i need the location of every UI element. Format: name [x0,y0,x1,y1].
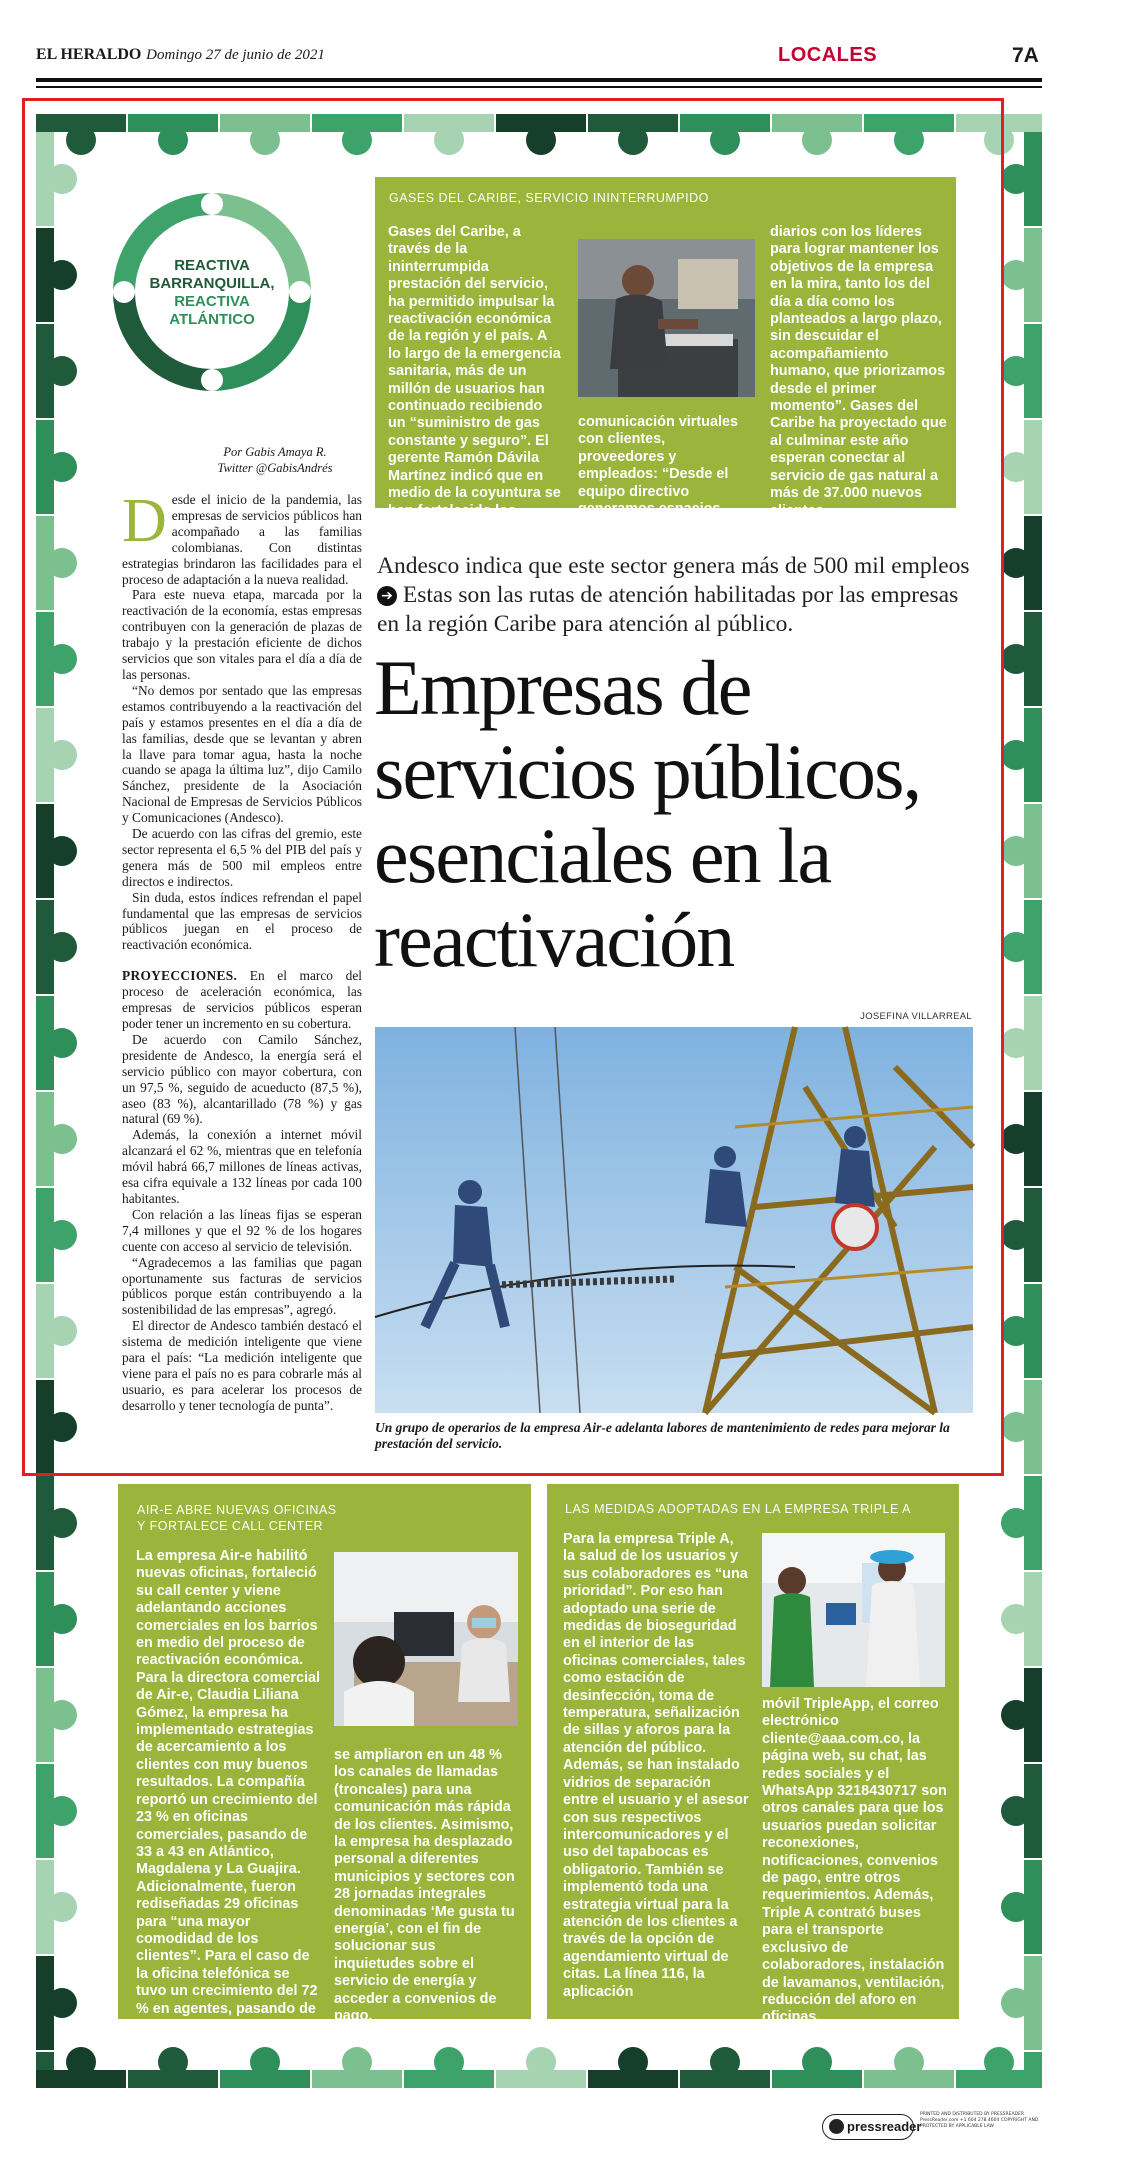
top-rule-thin [36,86,1042,88]
border-knob [66,2047,96,2077]
border-knob [1001,1700,1031,1730]
border-tile [1024,2052,1042,2070]
sidebar-gases-col1: Gases del Caribe, a través de la ininterrumpida prestación del servicio, ha permitido impulsar la reactivación económica de la región y el país. A lo largo de la emergencia sanitaria, más de un millón de usuarios han continuado recibiendo un “suministro de gas constante y seguro”. El gerente Ramón Dávila Martínez indicó que en medio de la coyuntura se han fortalecido los canales de [388,224,561,536]
border-knob [1001,164,1031,194]
sidebar-gases-col2: comunicación virtuales con clientes, proveedores y empleados: “Desde el equipo directivo generamos espacios [578,414,738,518]
section-kicker: PROYECCIONES. [122,968,238,984]
sidebar-aire-title [137,1502,337,1534]
top-rule [36,78,1042,82]
sidebar-aire-col1: La empresa Air-e habilitó nuevas oficinas, fortaleció su call center y viene adelantando acciones comerciales en los barrios en medio del proceso de reactivación económica. Para la directora comercial de Air-e, Claudia Liliana Gómez, la empresa ha implementado estrategias de acercamiento a los clientes con muy buenos resultados. La compañía reportó un crecimiento del 23 % en oficinas comerciales, pasando de 33 a 43 en Atlántico, Magdalena y La Guajira. Adicionalmente, fueron rediseñadas 29 oficinas para “una mayor comodidad de los clientes”. Para el caso de la oficina telefónica se tuvo un crecimiento del 72 % en agentes, pasando de 130 a 224 agentes. También [136,1548,320,2052]
logo-line-4: ATLÁNTICO [169,311,255,328]
logo-line-1: REACTIVA [174,257,250,274]
article-paragraph: “Agradecemos a las familias que pagan oportunamente sus facturas de servicios públicos porque están contribuyendo a la sostenibilidad de las empresas”, agregó. [122,1254,362,1318]
border-knob [1001,1604,1031,1634]
border-knob [342,2047,372,2077]
border-knob [1001,260,1031,290]
border-knob [1001,548,1031,578]
border-knob [1001,740,1031,770]
deck-part-2: Estas son las rutas de atención habilitadas por las empresas en la región Caribe para atención al público. [377,582,959,637]
border-knob [47,1988,77,2018]
border-knob [802,2047,832,2077]
article-paragraph: PROYECCIONES. En el marco del proceso de aceleración económica, las empresas de servicios públicos esperan poder tener un incremento en su cobertura. [122,968,362,1031]
sidebar-gases-title: GASES DEL CARIBE, SERVICIO ININTERRUMPIDO [389,191,709,205]
sidebar-aire-title-line2: Y FORTALECE CALL CENTER [137,1519,324,1533]
headline: Empresas de servicios públicos, esenciales en la reactivación [374,644,921,983]
border-knob [1001,356,1031,386]
border-knob [47,1700,77,1730]
border-knob [1001,1892,1031,1922]
highlight-frame [22,98,1004,1476]
article-paragraph: Para este nueva etapa, marcada por la reactivación de la economía, estas empresas contribuyen con la generación de plazas de trabajo y la prestación eficiente de dichos servicios que son vitales para el día a día de las personas. [122,587,362,682]
border-knob [1001,1028,1031,1058]
border-knob [710,2047,740,2077]
border-knob [1001,1412,1031,1442]
article-paragraph: Sin duda, estos índices refrendan el papel fundamental que las empresas de servicios públicos juegan en el proceso de reactivación económica. [122,889,362,953]
border-knob [618,2047,648,2077]
sidebar-triplea-col2: móvil TripleApp, el correo electrónico cliente@aaa.com.co, la página web, su chat, las redes sociales y el WhatsApp 3218430717 son otros canales para que los usuarios puedan solicitar reconexiones, notificaciones, convenios de pago, entre otros requerimientos. Además, Triple A contrató buses para el transporte exclusivo de colaboradores, instalación de lavamanos, ventilación, reducción del aforo en oficinas. [762,1696,947,2026]
article-paragraph: Desde el inicio de la pandemia, las empresas de servicios públicos han acompañado a las familias colombianas. Con distintas estrategias brindaron las facilidades para el proceso de adaptación a la nueva realidad. [122,487,362,587]
sidebar-aire-col2: se ampliaron en un 48 % los canales de llamadas (troncales) para una comunicación más rápida de los clientes. Asimismo, la empresa ha desplazado personal a diferentes municipios y sectores con 28 jornadas integrales denominadas ‘Me gusta tu energía’, con el fin de solucionar sus inquietudes sobre el servicio de energía y acceder a convenios de pago. [334,1747,515,2025]
section-name: LOCALES [778,44,878,66]
logo-line-2: BARRANQUILLA, [149,275,275,292]
article-paragraph: El director de Andesco también destacó el sistema de medición inteligente que viene para el país: “La medición inteligente que viene para el país no es para cobrarle más al usuario, es para acelerar los procesos de desarrollo y tener tecnología de punta”. [122,1318,362,1413]
logo-line-3: REACTIVA [174,293,250,310]
border-knob [526,2047,556,2077]
photo-caption: Un grupo de operarios de la empresa Air-e adelanta labores de mantenimiento de redes para mejorar la prestación del servicio. [375,1420,950,1451]
border-knob [1001,1988,1031,2018]
border-knob [1001,1508,1031,1538]
border-knob [984,2047,1014,2077]
border-knob [250,2047,280,2077]
border-knob [1001,1316,1031,1346]
border-knob [1001,1220,1031,1250]
byline-twitter: Twitter @GabisAndrés [217,461,333,475]
border-knob [1001,932,1031,962]
sidebar-aire-title-line1: AIR-E ABRE NUEVAS OFICINAS [137,1503,337,1517]
border-knob [1001,644,1031,674]
border-knob [1001,452,1031,482]
sidebar-gases-col3: diarios con los líderes para lograr mantener los objetivos de la empresa en la mira, tanto los del día a día como los planteados a largo plazo, sin descuidar el acompañamiento humano, que priorizamos desde el primer momento”. Gases del Caribe ha proyectado que al culminar este año esperan conectar al servicio de gas natural a más de 37.000 nuevos clientes. [770,224,947,519]
aire-office-photo [334,1552,518,1726]
article-paragraph: Además, la conexión a internet móvil alcanzará el 62 %, mientras que en telefonía móvil habrá 66,7 millones de líneas activas, esa cifra equivale a 132 líneas por cada 100 habitantes. [122,1127,362,1206]
border-knob [47,1892,77,1922]
border-knob [434,2047,464,2077]
border-knob [1001,836,1031,866]
masthead [36,45,325,64]
masthead-date: Domingo 27 de junio de 2021 [146,47,325,63]
photo-credit: JOSEFINA VILLARREAL [860,1011,972,1022]
paper-name: EL HERALDO [36,46,142,63]
pressreader-icon [829,2119,844,2134]
border-knob [1001,1124,1031,1154]
border-knob [47,1604,77,1634]
article-paragraph: De acuerdo con Camilo Sánchez, presidente de Andesco, la energía será el servicio público con mayor cobertura, con un 97,5 %, seguido de acueducto (87,5 %), aseo (83 %), alcantarillado (78 %) y gas natural (69 %). [122,1031,362,1127]
border-knob [894,2047,924,2077]
pressreader-label: pressreader [847,2119,922,2134]
border-knob [47,1796,77,1826]
arrow-right-icon: ➔ [377,586,397,606]
article-paragraph: Con relación a las líneas fijas se esperan 7,4 millones y que el 92 % de los hogares cuente con acceso al servicio de televisión. [122,1206,362,1254]
byline-author: Por Gabis Amaya R. [223,445,327,459]
triplea-office-photo [762,1533,945,1687]
deck-part-1: Andesco indica que este sector genera más de 500 mil empleos [377,553,970,579]
footer-fine-print: PRINTED AND DISTRIBUTED BY PRESSREADER PressReader.com +1 604 278 4604 COPYRIGHT AND PROTECTED BY APPLICABLE LAW [920,2112,1039,2129]
pressreader-logo[interactable] [822,2114,922,2140]
border-tile [36,2052,54,2070]
article-paragraph: De acuerdo con las cifras del gremio, este sector representa el 6,5 % del PIB del país y genera más de 500 mil empleos entre directos e indirectos. [122,826,362,889]
border-knob [1001,1796,1031,1826]
article-paragraph: “No demos por sentado que las empresas estamos contribuyendo a la reactivación del país y estamos presentes en el día a día de las familias, desde que se levantan y abren la llave para tomar agua, hasta la noche cuando se apaga la última luz”, dijo Camilo Sánchez, presidente de la Asociación Nacional de Empresas de Servicios Públicos y Comunicaciones (Andesco). [122,682,362,826]
border-knob [47,1508,77,1538]
sidebar-triplea-title: LAS MEDIDAS ADOPTADAS EN LA EMPRESA TRIPLE A [565,1502,911,1516]
sidebar-triplea-col1: Para la empresa Triple A, la salud de los usuarios y sus colaboradores es “una prioridad”. Por eso han adoptado una serie de medidas de bioseguridad en el interior de las oficinas comerciales, tales como estación de desinfección, toma de temperatura, señalización de sillas y aforos para la atención del público. Además, se han instalado vidrios de separación entre el usuario y el asesor con sus respectivos intercomunicadores y el uso del tapabocas es obligatorio. También se implementó toda una estrategia virtual para la atención de los clientes a través de la opción de agendamiento virtual de citas. La línea 116, la aplicación [563,1531,749,2000]
drop-cap: D [122,487,167,555]
page-number: 7A [1012,44,1039,67]
